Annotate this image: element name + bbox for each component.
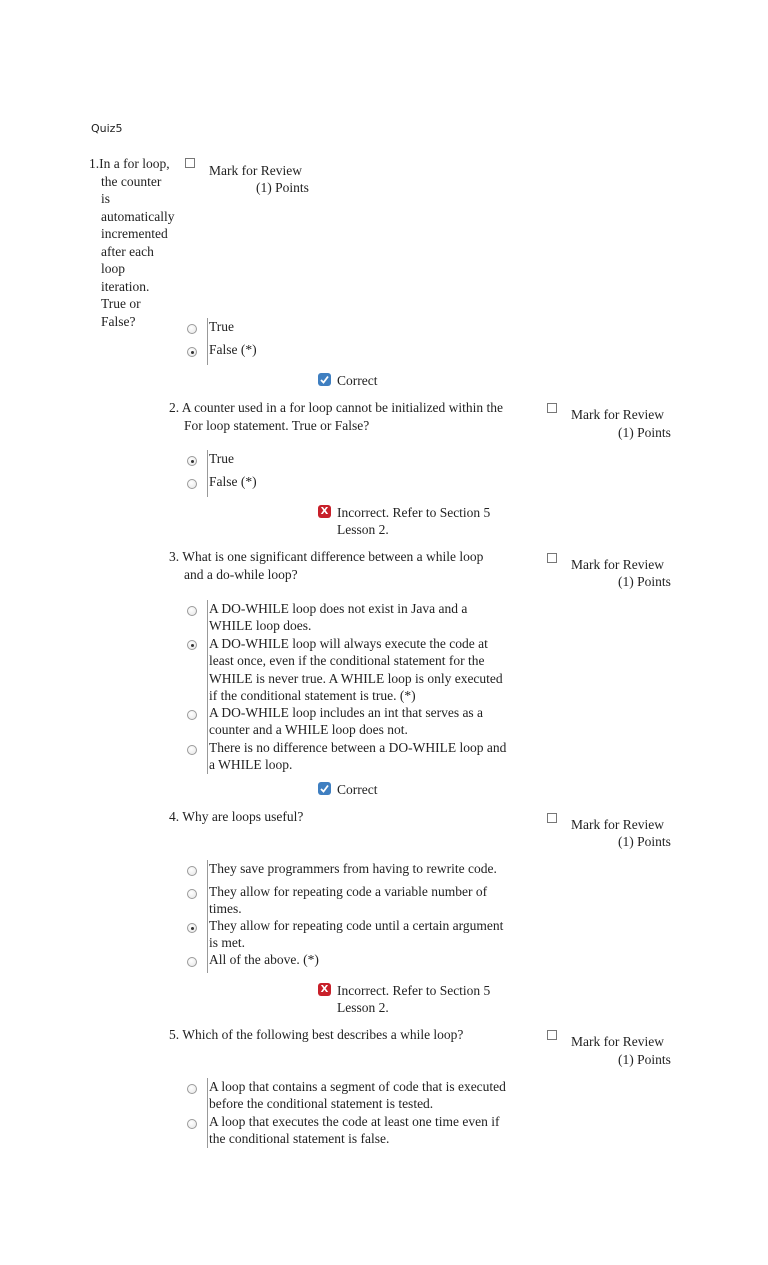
radio-option[interactable] (187, 479, 197, 489)
mark-for-review-checkbox[interactable] (547, 403, 557, 413)
question-line: For loop statement. True or False? (184, 417, 370, 433)
question-line: incremented (101, 226, 168, 241)
option-line: counter and a WHILE loop does not. (209, 722, 408, 738)
mark-for-review-checkbox[interactable] (547, 1030, 557, 1040)
mark-for-review-checkbox[interactable] (547, 553, 557, 563)
feedback-incorrect (337, 504, 490, 538)
question-line: 4. Why are loops useful? (169, 809, 304, 824)
points-label: (1) Points (256, 180, 309, 195)
option-line: before the conditional statement is tested. (209, 1096, 434, 1112)
radio-option-selected[interactable] (187, 923, 197, 933)
check-icon (318, 373, 331, 386)
option-line: a WHILE loop. (209, 757, 293, 773)
feedback-incorrect (337, 982, 490, 1016)
radio-option[interactable] (187, 1084, 197, 1094)
question-line: 1.In a for loop, (89, 156, 170, 171)
page-title: Quiz5 (91, 122, 123, 135)
option-line: least once, even if the conditional statement for the (209, 653, 485, 669)
feedback-line: Incorrect. Refer to Section 5 (337, 505, 491, 520)
feedback-correct: Correct (337, 782, 378, 797)
points-label: (1) Points (618, 425, 671, 440)
question-4-text (169, 808, 303, 826)
option-line: A DO-WHILE loop does not exist in Java and a (209, 601, 468, 616)
option-line: They allow for repeating code a variable number of (209, 884, 488, 899)
option-line: A DO-WHILE loop includes an int that serves as a (209, 705, 484, 720)
option-text (209, 704, 483, 739)
question-line: the counter is (101, 173, 162, 206)
feedback-correct: Correct (337, 373, 378, 388)
mark-for-review-label: Mark for Review (571, 407, 664, 422)
option-divider (207, 450, 208, 497)
question-line: iteration. (101, 278, 150, 294)
question-line: 3. What is one significant difference between a while loop (169, 549, 484, 564)
option-text (209, 739, 506, 774)
question-1-options (185, 318, 545, 368)
option-line: A loop that executes the code at least one time even if (209, 1114, 500, 1129)
points-label: (1) Points (618, 1052, 671, 1067)
option-line: They save programmers from having to rewrite code. (209, 861, 497, 876)
question-3-options (185, 600, 545, 776)
question-line: automatically (101, 208, 175, 224)
radio-option[interactable] (187, 710, 197, 720)
option-divider (207, 1078, 208, 1148)
question-2-text (169, 399, 541, 434)
radio-option[interactable] (187, 866, 197, 876)
option-line: if the conditional statement is true. (*) (209, 687, 416, 703)
radio-option[interactable] (187, 1119, 197, 1129)
points-label: (1) Points (618, 574, 671, 589)
option-divider (207, 860, 208, 973)
question-line: 5. Which of the following best describes a while loop? (169, 1027, 464, 1042)
option-text (209, 600, 467, 635)
option-line: WHILE loop does. (209, 618, 312, 634)
question-line: 2. A counter used in a for loop cannot be initialized within the (169, 400, 504, 415)
radio-option-selected[interactable] (187, 640, 197, 650)
question-line: after each (101, 243, 154, 259)
option-line: All of the above. (*) (209, 952, 319, 967)
radio-option[interactable] (187, 745, 197, 755)
question-line: True or (101, 296, 141, 311)
check-icon (318, 782, 331, 795)
option-line: A DO-WHILE loop will always execute the code at (209, 636, 488, 651)
option-line: They allow for repeating code until a certain argument (209, 918, 504, 933)
x-icon: X (318, 505, 331, 518)
option-text: True (209, 451, 235, 466)
option-text: False (*) (209, 342, 257, 357)
option-text: False (*) (209, 474, 257, 489)
mark-for-review-label: Mark for Review (571, 557, 664, 572)
question-1-text (89, 155, 175, 330)
radio-option-selected[interactable] (187, 347, 197, 357)
radio-option[interactable] (187, 324, 197, 334)
option-text (209, 1078, 506, 1113)
option-text (209, 951, 319, 968)
option-divider (207, 600, 208, 774)
mark-for-review-label: Mark for Review (209, 163, 302, 178)
question-5-options (185, 1078, 545, 1150)
mark-for-review-label: Mark for Review (571, 817, 664, 832)
feedback-line: Lesson 2. (337, 522, 389, 537)
mark-for-review-checkbox[interactable] (185, 158, 195, 168)
option-line: A loop that contains a segment of code that is executed (209, 1079, 506, 1094)
radio-option[interactable] (187, 889, 197, 899)
option-line: There is no difference between a DO-WHILE loop and (209, 740, 507, 755)
question-3-text (169, 548, 529, 583)
points-label: (1) Points (618, 834, 671, 849)
question-line: False? (101, 313, 136, 329)
option-text (209, 883, 487, 918)
option-text (209, 860, 497, 877)
question-line: loop (101, 261, 126, 276)
option-line: the conditional statement is false. (209, 1131, 390, 1147)
x-icon: X (318, 983, 331, 996)
mark-for-review-label: Mark for Review (571, 1034, 664, 1049)
radio-option-selected[interactable] (187, 456, 197, 466)
mark-for-review-checkbox[interactable] (547, 813, 557, 823)
question-2-options (185, 450, 545, 500)
question-4-options (185, 860, 545, 975)
option-text (209, 917, 503, 952)
question-line: and a do-while loop? (184, 566, 298, 582)
option-divider (207, 318, 208, 365)
option-line: is met. (209, 935, 245, 951)
option-line: WHILE is never true. A WHILE loop is only executed (209, 670, 503, 686)
radio-option[interactable] (187, 606, 197, 616)
radio-option[interactable] (187, 957, 197, 967)
feedback-line: Incorrect. Refer to Section 5 (337, 983, 491, 998)
option-text (209, 635, 503, 704)
option-text: True (209, 319, 235, 334)
question-5-text (169, 1026, 463, 1044)
feedback-line: Lesson 2. (337, 1000, 389, 1015)
option-text (209, 1113, 500, 1148)
option-line: times. (209, 901, 242, 917)
